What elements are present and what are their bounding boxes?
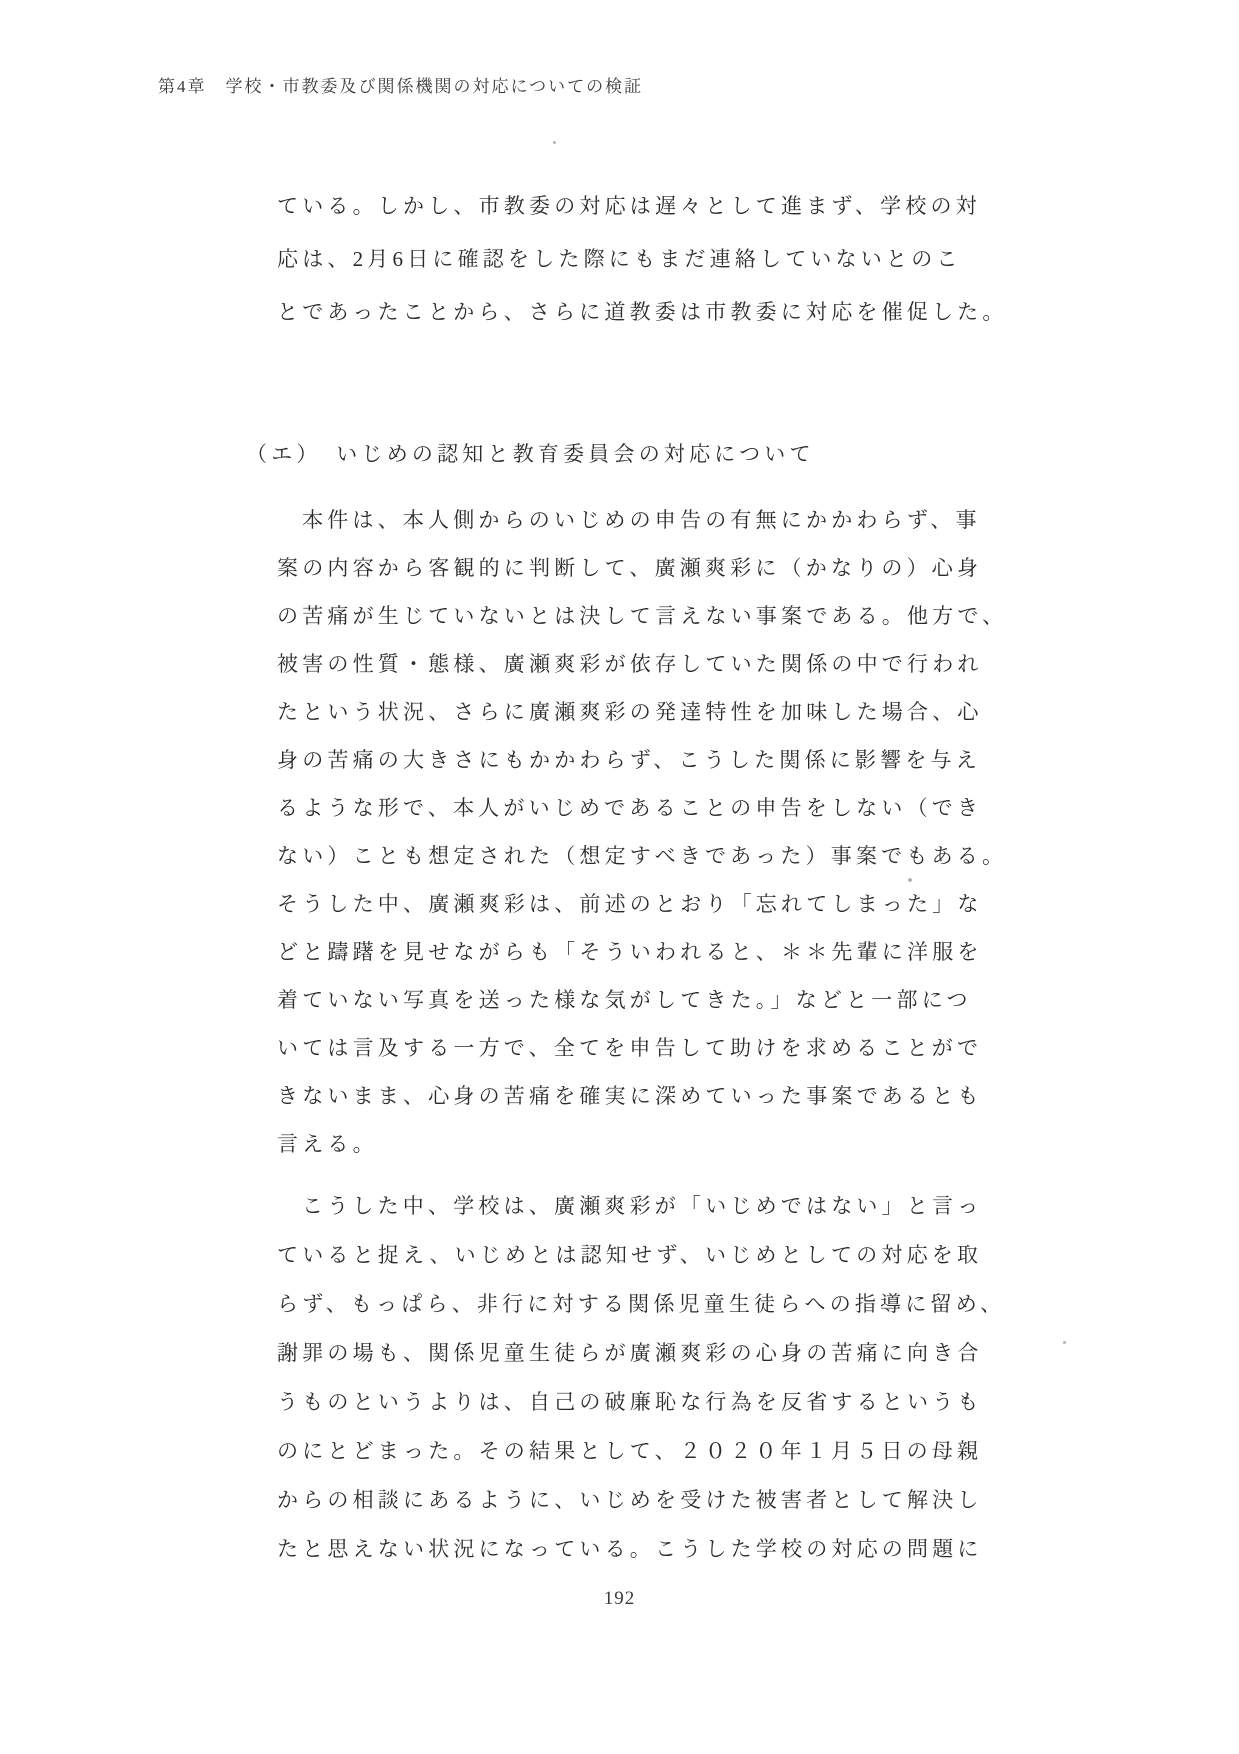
text-line: どと躊躇を見せながらも「そういわれると、＊＊先輩に洋服を: [277, 940, 983, 964]
text-line: 謝罪の場も、関係児童生徒らが廣瀬爽彩の心身の苦痛に向き合: [277, 1341, 983, 1365]
text-line: とであったことから、さらに道教委は市教委に対応を催促した。: [277, 300, 1008, 324]
text-line: きないまま、心身の苦痛を確実に深めていった事案であるとも: [277, 1084, 983, 1108]
text-line: るような形で、本人がいじめであることの申告をしない（でき: [277, 796, 983, 820]
text-line: たという状況、さらに廣瀬爽彩の発達特性を加味した場合、心: [277, 700, 983, 724]
paragraph-2: [277, 496, 1007, 1168]
text-line: 案の内容から客観的に判断して、廣瀬爽彩に（かなりの）心身: [277, 556, 983, 580]
text-line: 本件は、本人側からのいじめの申告の有無にかかわらず、事: [302, 508, 981, 532]
text-line: 被害の性質・態様、廣瀬爽彩が依存していた関係の中で行われ: [277, 652, 983, 676]
scan-artifact-dot: [908, 878, 912, 882]
text-line: ない）ことも想定された（想定すべきであった）事案でもある。: [277, 844, 1008, 868]
text-line: 着ていない写真を送った様な気がしてきた。」などと一部につ: [277, 988, 972, 1012]
text-line: 言える。: [277, 1132, 378, 1156]
text-line: 応は、2月6日に確認をした際にもまだ連絡していないとのこ: [277, 247, 962, 271]
text-line: そうした中、廣瀬爽彩は、前述のとおり「忘れてしまった」な: [277, 892, 983, 916]
text-line: いては言及する一方で、全てを申告して助けを求めることがで: [277, 1036, 983, 1060]
text-line: ていると捉え、いじめとは認知せず、いじめとしての対応を取: [277, 1243, 983, 1267]
text-line: からの相談にあるように、いじめを受けた被害者として解決し: [277, 1488, 983, 1512]
text-line: 身の苦痛の大きさにもかかわらず、こうした関係に影響を与え: [277, 748, 981, 772]
text-line: こうした中、学校は、廣瀬爽彩が「いじめではない」と言っ: [302, 1194, 983, 1218]
text-line: ている。しかし、市教委の対応は遅々として進まず、学校の対: [277, 194, 981, 218]
page-number: 192: [603, 1588, 636, 1609]
paragraph-1: [277, 180, 1008, 339]
text-line: らず、もっぱら、非行に対する関係児童生徒らへの指導に留め、: [277, 1292, 1006, 1316]
text-line: の苦痛が生じていないとは決して言えない事案である。他方で、: [277, 604, 1008, 628]
section-heading: （エ） いじめの認知と教育委員会の対応について: [246, 442, 815, 466]
text-line: のにとどまった。その結果として、２０２０年１月５日の母親: [277, 1439, 983, 1463]
scan-artifact-dot: [553, 141, 556, 144]
scan-artifact-dot: [1063, 1341, 1066, 1344]
text-line: たと思えない状況になっている。こうした学校の対応の問題に: [277, 1537, 983, 1561]
chapter-header: 第4章 学校・市教委及び関係機関の対応についての検証: [158, 77, 644, 96]
paragraph-3: [277, 1182, 1005, 1574]
text-line: うものというよりは、自己の破廉恥な行為を反省するというも: [277, 1390, 983, 1414]
